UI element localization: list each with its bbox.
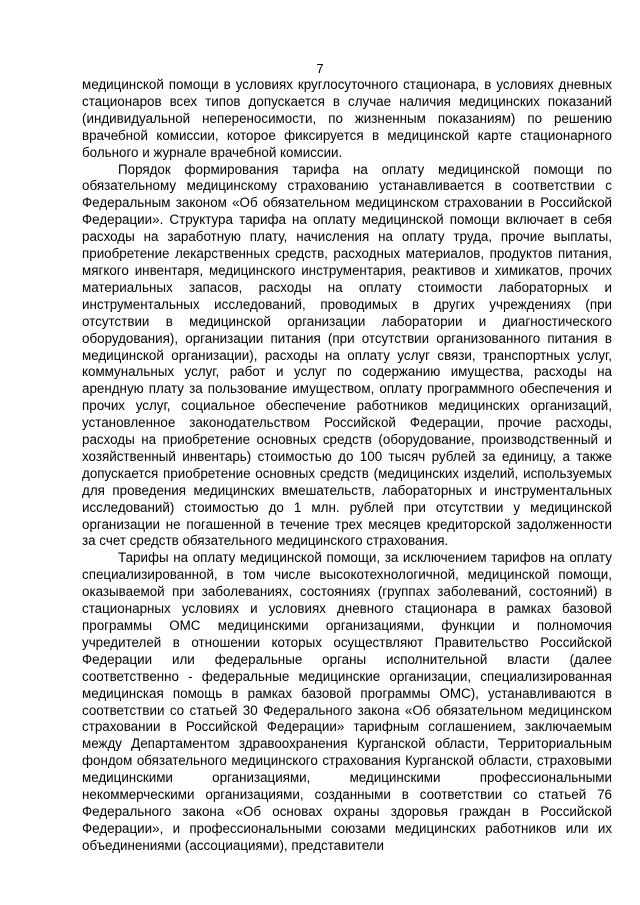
paragraph-tariff-structure: Порядок формирования тарифа на оплату медицинской помощи по обязательному медицинскому страхованию устанавливается в соответствии с Федеральным законом «Об обязательном медицинском страховании в Российской Федерации». Структура тарифа на оплату медицинской помощи включает в себя расходы на заработную плату, начисления на оплату труда, прочие выплаты, приобретение лекарственных средств, расходных материалов, продуктов питания, мягкого инвентаря, медицинского инструментария, реактивов и химикатов, прочих материальных запасов, расходы на оплату стоимости лабораторных и инструментальных исследований, проводимых в других учреждениях (при отсутствии в медицинской организации лаборатории и диагностического оборудования), организации питания (при отсутствии организованного питания в медицинской организации), расходы на оплату услуг связи, транспортных услуг, коммунальных услуг, работ и услуг по содержанию имущества, расходы на арендную плату за пользование имуществом, оплату программного обеспечения и прочих услуг, социальное обеспечение работников медицинских организаций, установленное законодательством Российской Федерации, прочие расходы, расходы на приобретение основных средств (оборудование, производственный и хозяйственный инвентарь) стоимостью до 100 тысяч рублей за единицу, а также допускается приобретение основных средств (медицинских изделий, используемых для проведения медицинских вмешательств, лабораторных и инструментальных исследований) стоимостью до 1 млн. рублей при отсутствии у медицинской организации не погашенной в течение трех месяцев кредиторской задолженности за счет средств обязательного медицинского страхования. [82,161,612,549]
paragraph-tariff-agreement: Тарифы на оплату медицинской помощи, за исключением тарифов на оплату специализированной, в том числе высокотехнологичной, медицинской помощи, оказываемой при заболеваниях, состояниях (группах заболеваний, состояний) в стационарных условиях и условиях дневного стационара в рамках базовой программы ОМС медицинскими организациями, функции и полномочия учредителей в отношении которых осуществляют Правительство Российской Федерации или федеральные органы исполнительной власти (далее соответственно - федеральные медицинские организации, специализированная медицинская помощь в рамках базовой программы ОМС), устанавливаются в соответствии со статьей 30 Федерального закона «Об обязательном медицинском страховании в Российской Федерации» тарифным соглашением, заключаемым между Департаментом здравоохранения Курганской области, Территориальным фондом обязательного медицинского страхования Курганской области, страховыми медицинскими организациями, медицинскими профессиональными некоммерческими организациями, созданными в соответствии со статьей 76 Федерального закона «Об основах охраны здоровья граждан в Российской Федерации», и профессиональными союзами медицинских работников или их объединениями (ассоциациями), представители [82,550,612,853]
document-body [82,77,612,855]
page-number: 7 [316,61,324,76]
paragraph-continued: медицинской помощи в условиях круглосуточного стационара, в условиях дневных стационаров всех типов допускается в случае наличия медицинских показаний (индивидуальной непереносимости, по жизненным показаниям) по решению врачебной комиссии, которое фиксируется в медицинской карте стационарного больного и журнале врачебной комиссии. [82,77,612,160]
